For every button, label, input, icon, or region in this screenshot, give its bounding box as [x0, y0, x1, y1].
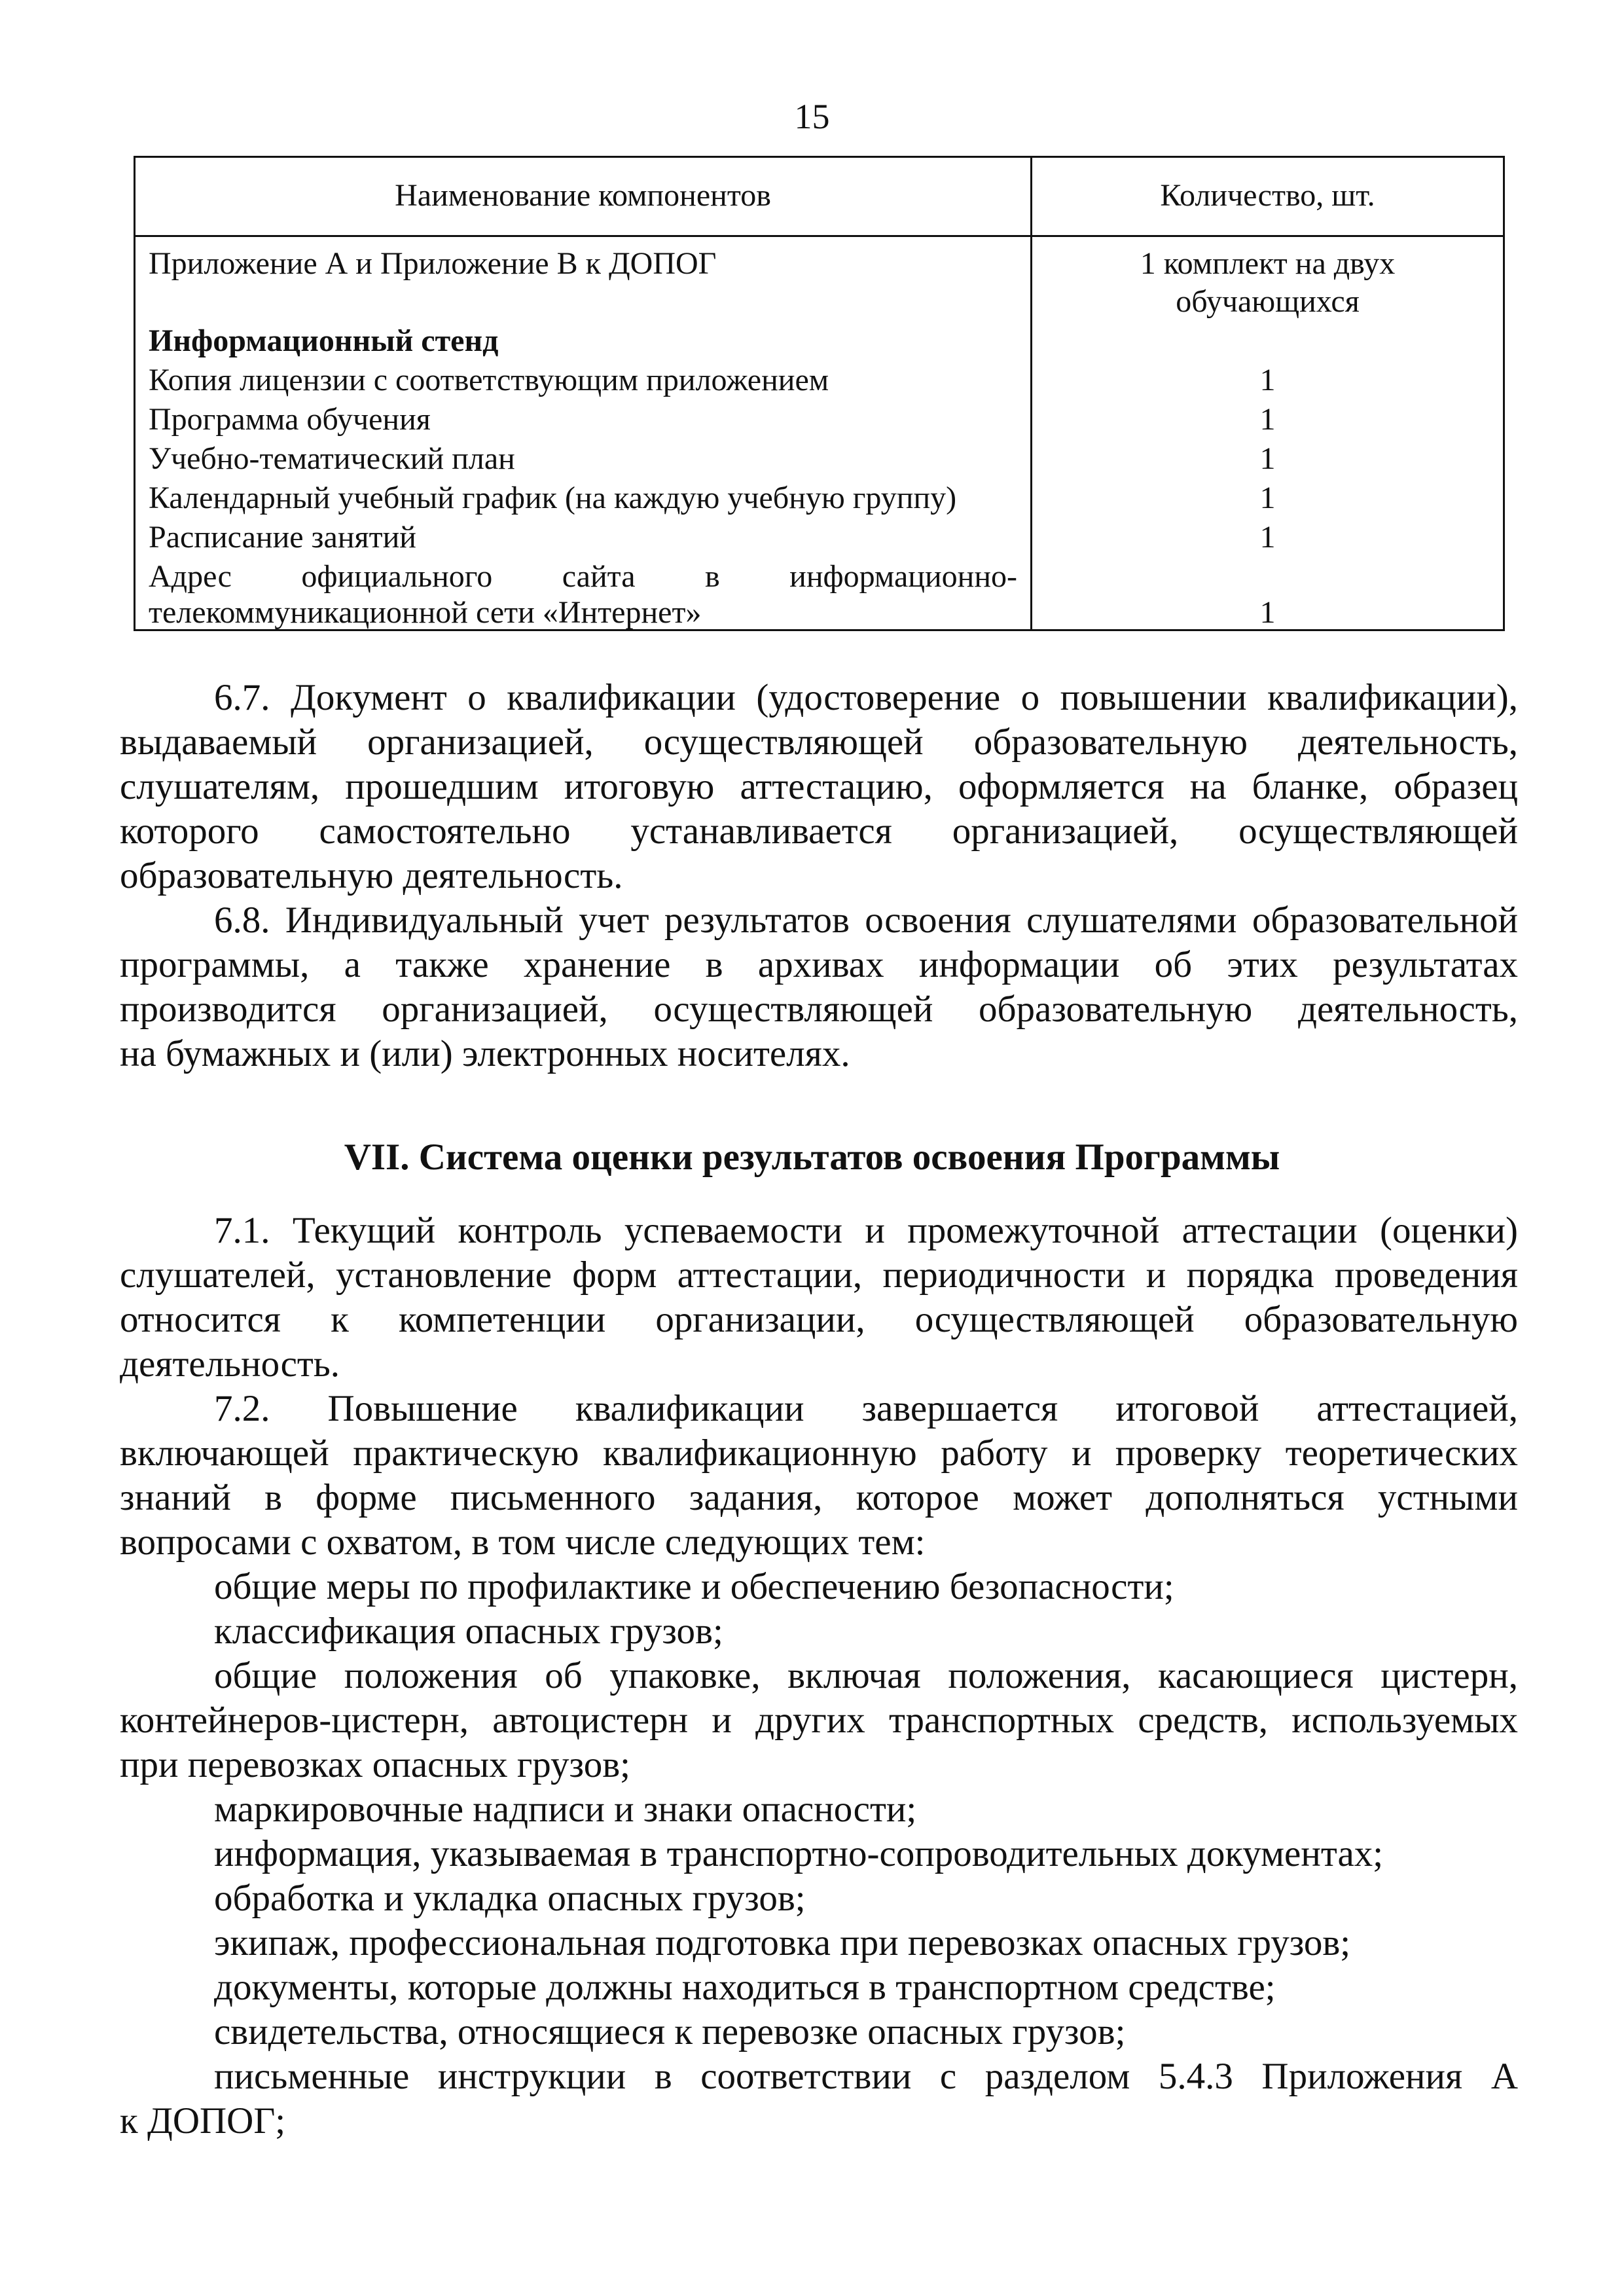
- paragraph-6-7-line: которого самостоятельно устанавливается организацией, осуществляющей: [120, 811, 1518, 852]
- table-row-website-line2: телекоммуникационной сети «Интернет»: [149, 595, 702, 630]
- paragraph-7-1-line: 7.1. Текущий контроль успеваемости и промежуточной аттестации (оценки): [214, 1210, 1518, 1251]
- table-row-appendix-quantity-line1: 1 комплект на двух: [1140, 246, 1396, 281]
- paragraph-7-2-line: знаний в форме письменного задания, которое может дополняться устными: [120, 1477, 1518, 1518]
- table-row-schedule-quantity: 1: [1259, 481, 1276, 515]
- components-table: [134, 156, 1505, 631]
- topic-item: маркировочные надписи и знаки опасности;: [214, 1789, 917, 1830]
- page-number: 15: [794, 97, 830, 136]
- topic-item: общие меры по профилактике и обеспечению безопасности;: [214, 1566, 1174, 1607]
- paragraph-7-1-line: относится к компетенции организации, осуществляющей образовательную: [120, 1299, 1518, 1340]
- topic-item: классификация опасных грузов;: [214, 1611, 723, 1652]
- topic-item: обработка и укладка опасных грузов;: [214, 1878, 806, 1919]
- paragraph-6-8-line: 6.8. Индивидуальный учет результатов освоения слушателями образовательной: [214, 900, 1518, 941]
- topic-item: свидетельства, относящиеся к перевозке опасных грузов;: [214, 2011, 1126, 2052]
- topic-item: общие положения об упаковке, включая положения, касающиеся цистерн,: [214, 1655, 1518, 1696]
- paragraph-6-8-line: на бумажных и (или) электронных носителях.: [120, 1033, 850, 1074]
- topic-item: экипаж, профессиональная подготовка при перевозках опасных грузов;: [214, 1922, 1351, 1963]
- table-row-appendix-name: Приложение А и Приложение В к ДОПОГ: [149, 246, 717, 281]
- table-row-license-quantity: 1: [1259, 363, 1276, 397]
- table-row-stand-title: Информационный стенд: [149, 323, 499, 358]
- table-row-website-line1: Адрес официального сайта в информационно-: [149, 559, 1017, 594]
- table-row-plan-quantity: 1: [1259, 441, 1276, 476]
- topic-item: информация, указываемая в транспортно-сопроводительных документах;: [214, 1833, 1384, 1874]
- topic-item: при перевозках опасных грузов;: [120, 1744, 630, 1785]
- paragraph-6-8-line: производится организацией, осуществляющей образовательную деятельность,: [120, 989, 1518, 1030]
- table-row-license-name: Копия лицензии с соответствующим приложением: [149, 363, 829, 397]
- table-header-divider: [135, 235, 1503, 237]
- paragraph-6-8-line: программы, а также хранение в архивах информации об этих результатах: [120, 944, 1518, 985]
- table-header-quantity: Количество, шт.: [1160, 178, 1375, 213]
- paragraph-7-1-line: слушателей, установление форм аттестации, периодичности и порядка проведения: [120, 1254, 1518, 1296]
- table-row-program-name: Программа обучения: [149, 402, 431, 437]
- paragraph-6-7-line: выдаваемый организацией, осуществляющей образовательную деятельность,: [120, 721, 1518, 763]
- topic-item: к ДОПОГ;: [120, 2100, 286, 2141]
- section-heading: VII. Система оценки результатов освоения Программы: [344, 1137, 1280, 1178]
- table-row-plan-name: Учебно-тематический план: [149, 441, 515, 476]
- table-row-timetable-name: Расписание занятий: [149, 520, 416, 555]
- paragraph-7-2-line: включающей практическую квалификационную работу и проверку теоретических: [120, 1432, 1518, 1474]
- paragraph-6-7-line: образовательную деятельность.: [120, 855, 623, 896]
- topic-item: документы, которые должны находиться в транспортном средстве;: [214, 1967, 1276, 2008]
- paragraph-7-2-line: 7.2. Повышение квалификации завершается итоговой аттестацией,: [214, 1388, 1518, 1429]
- paragraph-6-7-line: слушателям, прошедшим итоговую аттестацию, оформляется на бланке, образец: [120, 766, 1518, 807]
- paragraph-7-2-line: вопросами с охватом, в том числе следующих тем:: [120, 1522, 926, 1563]
- table-row-website-quantity: 1: [1259, 595, 1276, 630]
- paragraph-7-1-line: деятельность.: [120, 1343, 340, 1385]
- table-row-schedule-name: Календарный учебный график (на каждую учебную группу): [149, 481, 957, 515]
- table-row-appendix-quantity-line2: обучающихся: [1176, 284, 1360, 319]
- topic-item: письменные инструкции в соответствии с разделом 5.4.3 Приложения А: [214, 2056, 1518, 2097]
- table-row-program-quantity: 1: [1259, 402, 1276, 437]
- paragraph-6-7-line: 6.7. Документ о квалификации (удостоверение о повышении квалификации),: [214, 677, 1518, 718]
- topic-item: контейнеров-цистерн, автоцистерн и других транспортных средств, используемых: [120, 1700, 1518, 1741]
- table-row-timetable-quantity: 1: [1259, 520, 1276, 555]
- table-header-name: Наименование компонентов: [395, 178, 771, 213]
